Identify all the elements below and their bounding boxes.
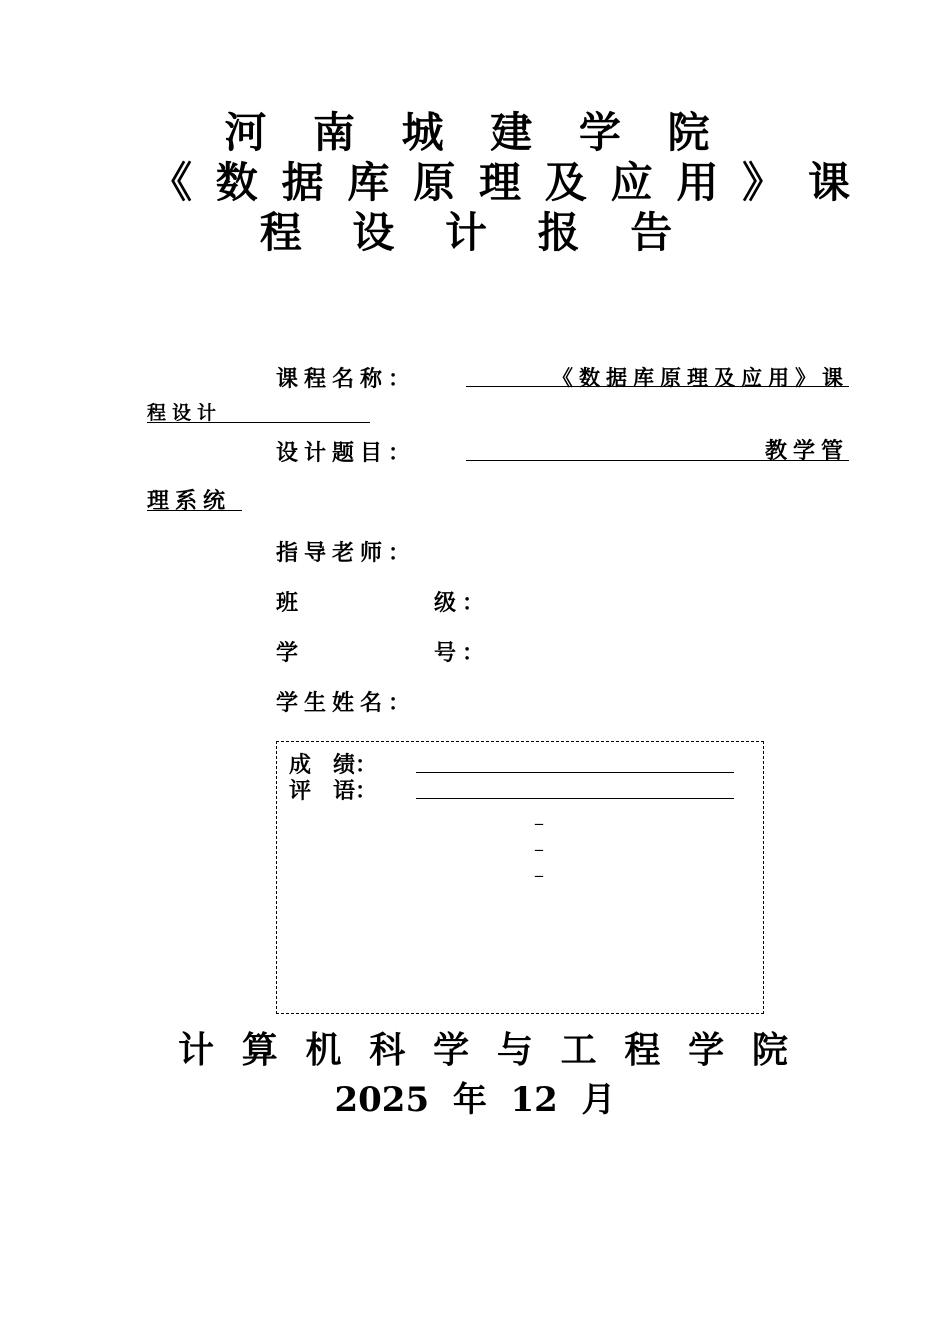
- course-title-char: 应: [610, 158, 653, 207]
- student-id-label: 号：: [434, 641, 491, 666]
- college-name-char: 程: [624, 1029, 661, 1071]
- college-name-char: 院: [751, 1029, 788, 1071]
- college-name-char: 科: [369, 1029, 406, 1071]
- college-name-char: 学: [688, 1029, 725, 1071]
- college-name-char: 计: [178, 1029, 215, 1071]
- course-name-underline-2: [147, 398, 370, 423]
- topic-underline: [466, 434, 849, 464]
- course-title-char: 库: [347, 158, 390, 207]
- report-date: [0, 1072, 950, 1121]
- college-name: [178, 1022, 788, 1073]
- comment-label: 评 语：: [289, 779, 378, 804]
- student-id-label-char: 学: [276, 641, 305, 666]
- course-title-char: 原: [413, 158, 456, 207]
- course-title-char: 《: [150, 158, 193, 207]
- course-title-line-2: 程 设 计 报 告: [259, 208, 691, 257]
- course-name-underline: [466, 362, 849, 390]
- topic-underline-2: [147, 484, 242, 514]
- college-name-char: 算: [241, 1029, 278, 1071]
- score-label: 成 绩：: [289, 753, 378, 778]
- college-name-char: 学: [433, 1029, 470, 1071]
- date-month-unit: 月: [581, 1080, 616, 1120]
- course-title-char: 数: [215, 158, 258, 207]
- course-title-char: 课: [807, 158, 850, 207]
- course-title-char: 据: [281, 158, 324, 207]
- class-label-char: 班: [276, 591, 305, 616]
- college-name-char: 与: [496, 1029, 533, 1071]
- date-year-unit: 年: [452, 1080, 487, 1120]
- college-name-char: 机: [305, 1029, 342, 1071]
- course-title-char: 及: [544, 158, 587, 207]
- grade-box: [276, 741, 764, 1014]
- course-title-char: 用: [676, 158, 719, 207]
- course-name-label: 课程名称：: [276, 367, 417, 392]
- course-title-char: 》: [742, 158, 785, 207]
- topic-value-2: 理系统: [147, 489, 232, 514]
- course-name-value: 《数据库原理及应用》课: [552, 366, 849, 390]
- student-name-label: 学生姓名：: [276, 691, 417, 716]
- score-underline: [416, 772, 734, 773]
- topic-label: 设计题目：: [276, 441, 417, 466]
- comment-line-mark: _: [535, 858, 543, 877]
- comment-underline: [416, 798, 734, 799]
- comment-line-mark: _: [535, 806, 543, 825]
- course-name-value-2: 程设计: [147, 402, 223, 424]
- date-month: 12: [510, 1080, 558, 1120]
- teacher-label: 指导老师：: [276, 541, 417, 566]
- topic-value: 教学管: [764, 439, 849, 464]
- class-label: 级：: [434, 591, 491, 616]
- course-title-char: 理: [478, 158, 521, 207]
- university-title: 河 南 城 建 学 院: [224, 108, 726, 157]
- date-year: 2025: [334, 1080, 430, 1120]
- comment-line-mark: _: [535, 832, 543, 851]
- college-name-char: 工: [560, 1029, 597, 1071]
